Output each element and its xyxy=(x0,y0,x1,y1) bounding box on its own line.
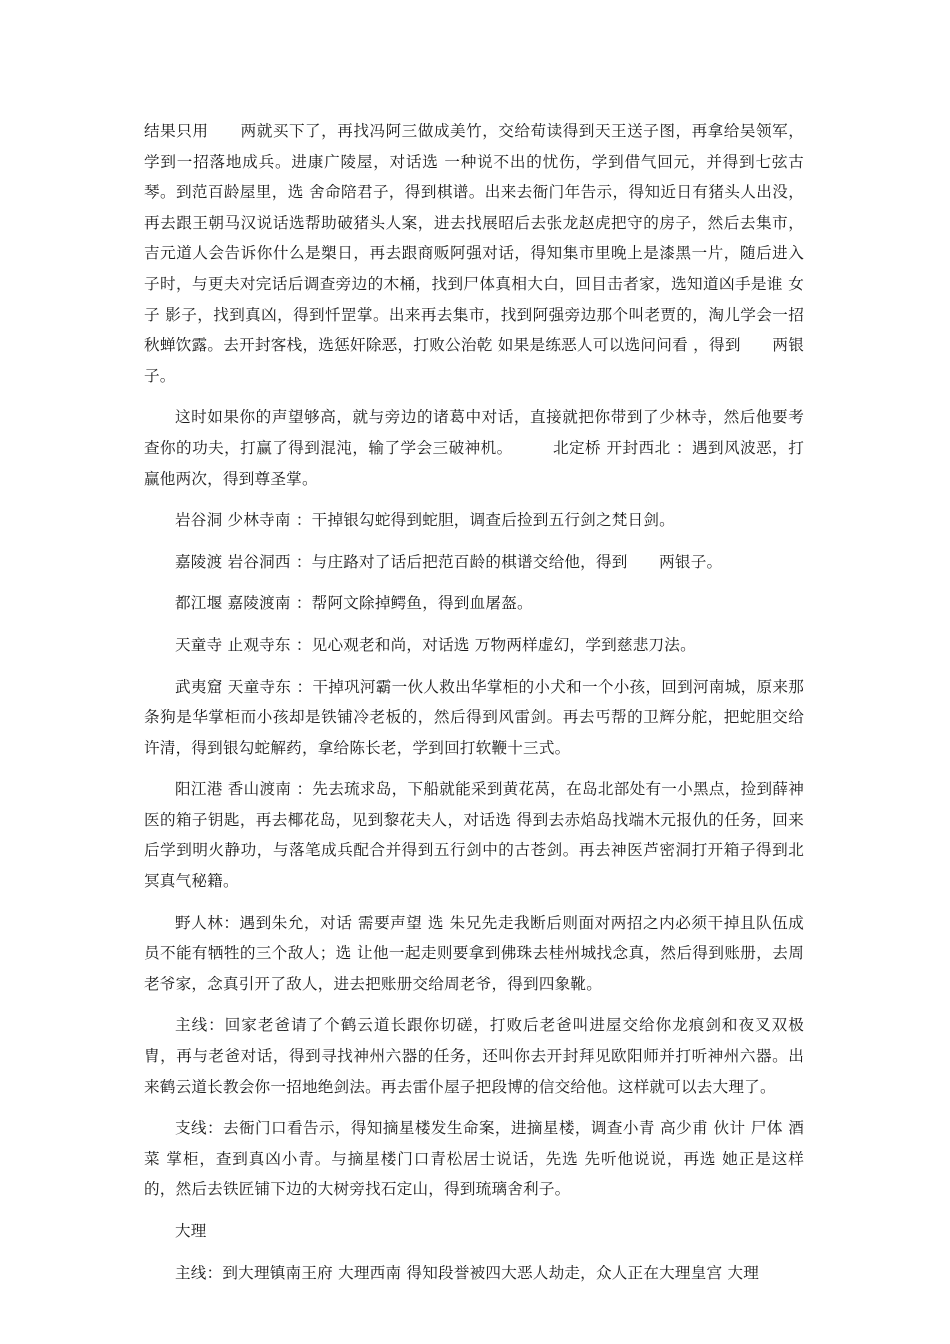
paragraph-4: 嘉陵渡 岩谷洞西 ：与庄路对了话后把范百龄的棋谱交给他，得到 两银子。 xyxy=(175,552,723,571)
paragraph-3: 岩谷洞 少林寺南 ：干掉银勾蛇得到蛇胆，调查后捡到五行剑之梵日剑。 xyxy=(175,511,675,530)
paragraph-13: 主线：到大理镇南王府 大理西南 得知段誉被四大恶人劫走，众人正在大理皇宫 大理 xyxy=(175,1263,760,1282)
paragraph-1: 结果只用 两就买下了，再找冯阿三做成美竹，交给荀读得到天王送子图，再拿给吴领军，学到一招落地成兵。进康广陵屋，对话选 一种说不出的忧伤，学到借气回元，并得到七弦古琴。到范百龄屋里，选 舍命陪君子，得到棋谱。出来去衙门年告示，得知近日有猪头人出没，再去跟王朝马汉说话选帮助破猪头人案，进去找展昭后去张龙赵虎把守的房子，然后去集市，吉元道人会告诉你什么是槊日，再去跟商贩阿强对话，得知集市里晚上是漆黑一片，随后进入子时，与更夫对完话后调查旁边的木桶，找到尸体真相大白，回目击者家，选知道凶手是谁 女子 影子，找到真凶，得到忏罡掌。出来再去集市，找到阿强旁边那个叫老贾的，淘儿学会一招秋蝉饮露。去开封客栈，选惩奸除恶，打败公治乾 如果是练恶人可以选问问看 ，得到 两银子。 xyxy=(144,122,804,385)
paragraph-10: 主线：回家老爸请了个鹤云道长跟你切磋，打败后老爸叫进屋交给你龙痕剑和夜叉双极胄，再与老爸对话，得到寻找神州六器的任务，还叫你去开封拜见欧阳师并打听神州六器。出来鹤云道长教会你一招地绝剑法。再去雷仆屋子把段博的信交给他。这样就可以去大理了。 xyxy=(144,1016,804,1096)
paragraph-6: 天童寺 止观寺东 ：见心观老和尚，对话选 万物两样虚幻，学到慈悲刀法。 xyxy=(175,635,696,654)
paragraph-9: 野人林：遇到朱允，对话 需要声望 选 朱兄先走我断后则面对两招之内必须干掉且队伍成员不能有牺牲的三个敌人；选 让他一起走则要拿到佛珠去桂州城找念真，然后得到账册，去周老爷家，念真引开了敌人，进去把账册交给周老爷，得到四象靴。 xyxy=(144,913,804,993)
paragraph-2: 这时如果你的声望够高，就与旁边的诸葛中对话，直接就把你带到了少林寺，然后他要考查你的功夫，打赢了得到混沌，输了学会三破神机。 北定桥 开封西北 ：遇到风波恶，打赢他两次，得到尊圣掌。 xyxy=(144,408,804,488)
section-heading-dali: 大理 xyxy=(175,1222,207,1240)
paragraph-5: 都江堰 嘉陵渡南 ：帮阿文除掉鳄鱼，得到血屠盔。 xyxy=(175,594,533,613)
paragraph-7: 武夷窟 天童寺东 ：干掉巩河霸一伙人救出华掌柜的小犬和一个小孩，回到河南城，原来那条狗是华掌柜而小孩却是铁铺冷老板的，然后得到风雷剑。再去丐帮的卫辉分舵，把蛇胆交给许清，得到银勾蛇解药，拿给陈长老，学到回打软鞭十三式。 xyxy=(144,677,804,757)
paragraph-8: 阳江港 香山渡南 ：先去琉求岛，下船就能采到黄花莴，在岛北部处有一小黑点，捡到薛神医的箱子钥匙，再去椰花岛，见到黎花夫人，对话选 得到去赤焰岛找端木元报仇的任务，回来后学到明火静功，与落笔成兵配合并得到五行剑中的古苍剑。再去神医芦密洞打开箱子得到北冥真气秘籍。 xyxy=(144,780,804,891)
paragraph-11: 支线：去衙门口看告示，得知摘星楼发生命案，进摘星楼，调查小青 高少甫 伙计 尸体 酒菜 掌柜，查到真凶小青。与摘星楼门口青松居士说话，先选 先听他说说，再选 她正是这样的，然后去铁匠铺下边的大树旁找石定山，得到琉璃舍利子。 xyxy=(144,1119,804,1199)
document-body xyxy=(144,116,804,1299)
